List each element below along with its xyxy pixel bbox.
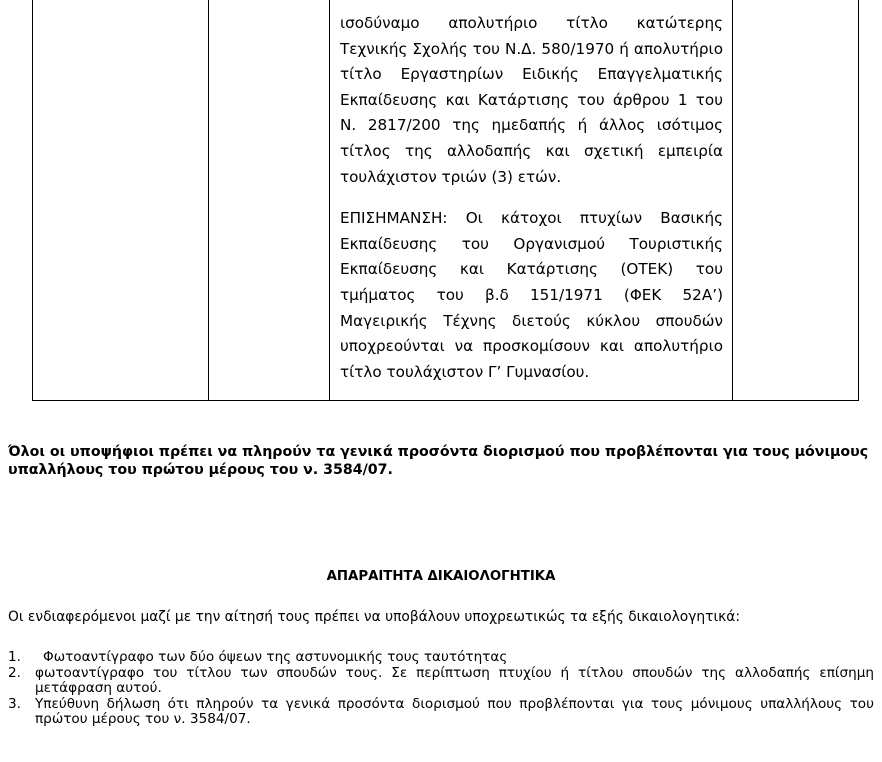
list-item-text: Υπεύθυνη δήλωση ότι πληρούν τα γενικά προσόντα διορισμού που προβλέπονται για τους μόνιμους υπαλλήλους του πρώτου μέρους του ν. 3584/07. [35, 695, 874, 727]
intro-text: Οι ενδιαφερόμενοι μαζί με την αίτησή τους πρέπει να υποβάλουν υποχρεωτικώς τα εξής δικαιολογητικά: [8, 609, 741, 625]
documents-list [8, 650, 874, 728]
list-item-text: φωτοαντίγραφο του τίτλου των σπουδών τους. Σε περίπτωση πτυχίου ή τίτλου σπουδών της αλλοδαπής επίσημη μετάφραση αυτού. [35, 664, 874, 696]
list-item-number: 1. [8, 649, 21, 665]
list-item [8, 697, 874, 728]
cell-paragraph-note: ΕΠΙΣΗΜΑΝΣΗ: Οι κάτοχοι πτυχίων Βασικής Εκπαίδευσης του Οργανισμού Τουριστικής Εκπαίδευσης και Κατάρτισης (ΟΤΕΚ) του τμήματος του β.δ 151/1971 (ΦΕΚ 52Α’) Μαγειρικής Τέχνης διετούς κύκλου σπουδών υποχρεούνται να προσκομίσουν και απολυτήριο τίτλο τουλάχιστον Γ’ Γυμνασίου. [340, 209, 723, 381]
table-column-divider [329, 0, 330, 400]
general-requirements-notice: Όλοι οι υποψήφιοι πρέπει να πληρούν τα γενικά προσόντα διορισμού που προβλέπονται για τους μόνιμους υπαλλήλους του πρώτου μέρους του ν. 3584/07. [8, 444, 869, 478]
cell-paragraph-qualification: ισοδύναμο απολυτήριο τίτλο κατώτερης Τεχνικής Σχολής του Ν.Δ. 580/1970 ή απολυτήριο τίτλο Εργαστηρίων Ειδικής Επαγγελματικής Εκπαίδευσης και Κατάρτισης του άρθρου 1 του Ν. 2817/200 της ημεδαπής ή άλλος ισότιμος τίτλος της αλλοδαπής και σχετική εμπειρία τουλάχιστον τριών (3) ετών. [340, 14, 723, 186]
list-item [8, 666, 874, 697]
section-heading: ΑΠΑΡΑΙΤΗΤΑ ΔΙΚΑΙΟΛΟΓΗΤΙΚΑ [326, 569, 556, 584]
table-column-divider [732, 0, 733, 400]
list-item-text: Φωτοαντίγραφο των δύο όψεων της αστυνομικής τους ταυτότητας [43, 649, 508, 665]
table-column-divider [208, 0, 209, 400]
list-item [8, 650, 874, 666]
qualifications-table [32, 0, 859, 401]
table-cell-qualifications [340, 11, 723, 385]
list-item-number: 2. [8, 664, 21, 681]
list-item-number: 3. [8, 695, 21, 712]
